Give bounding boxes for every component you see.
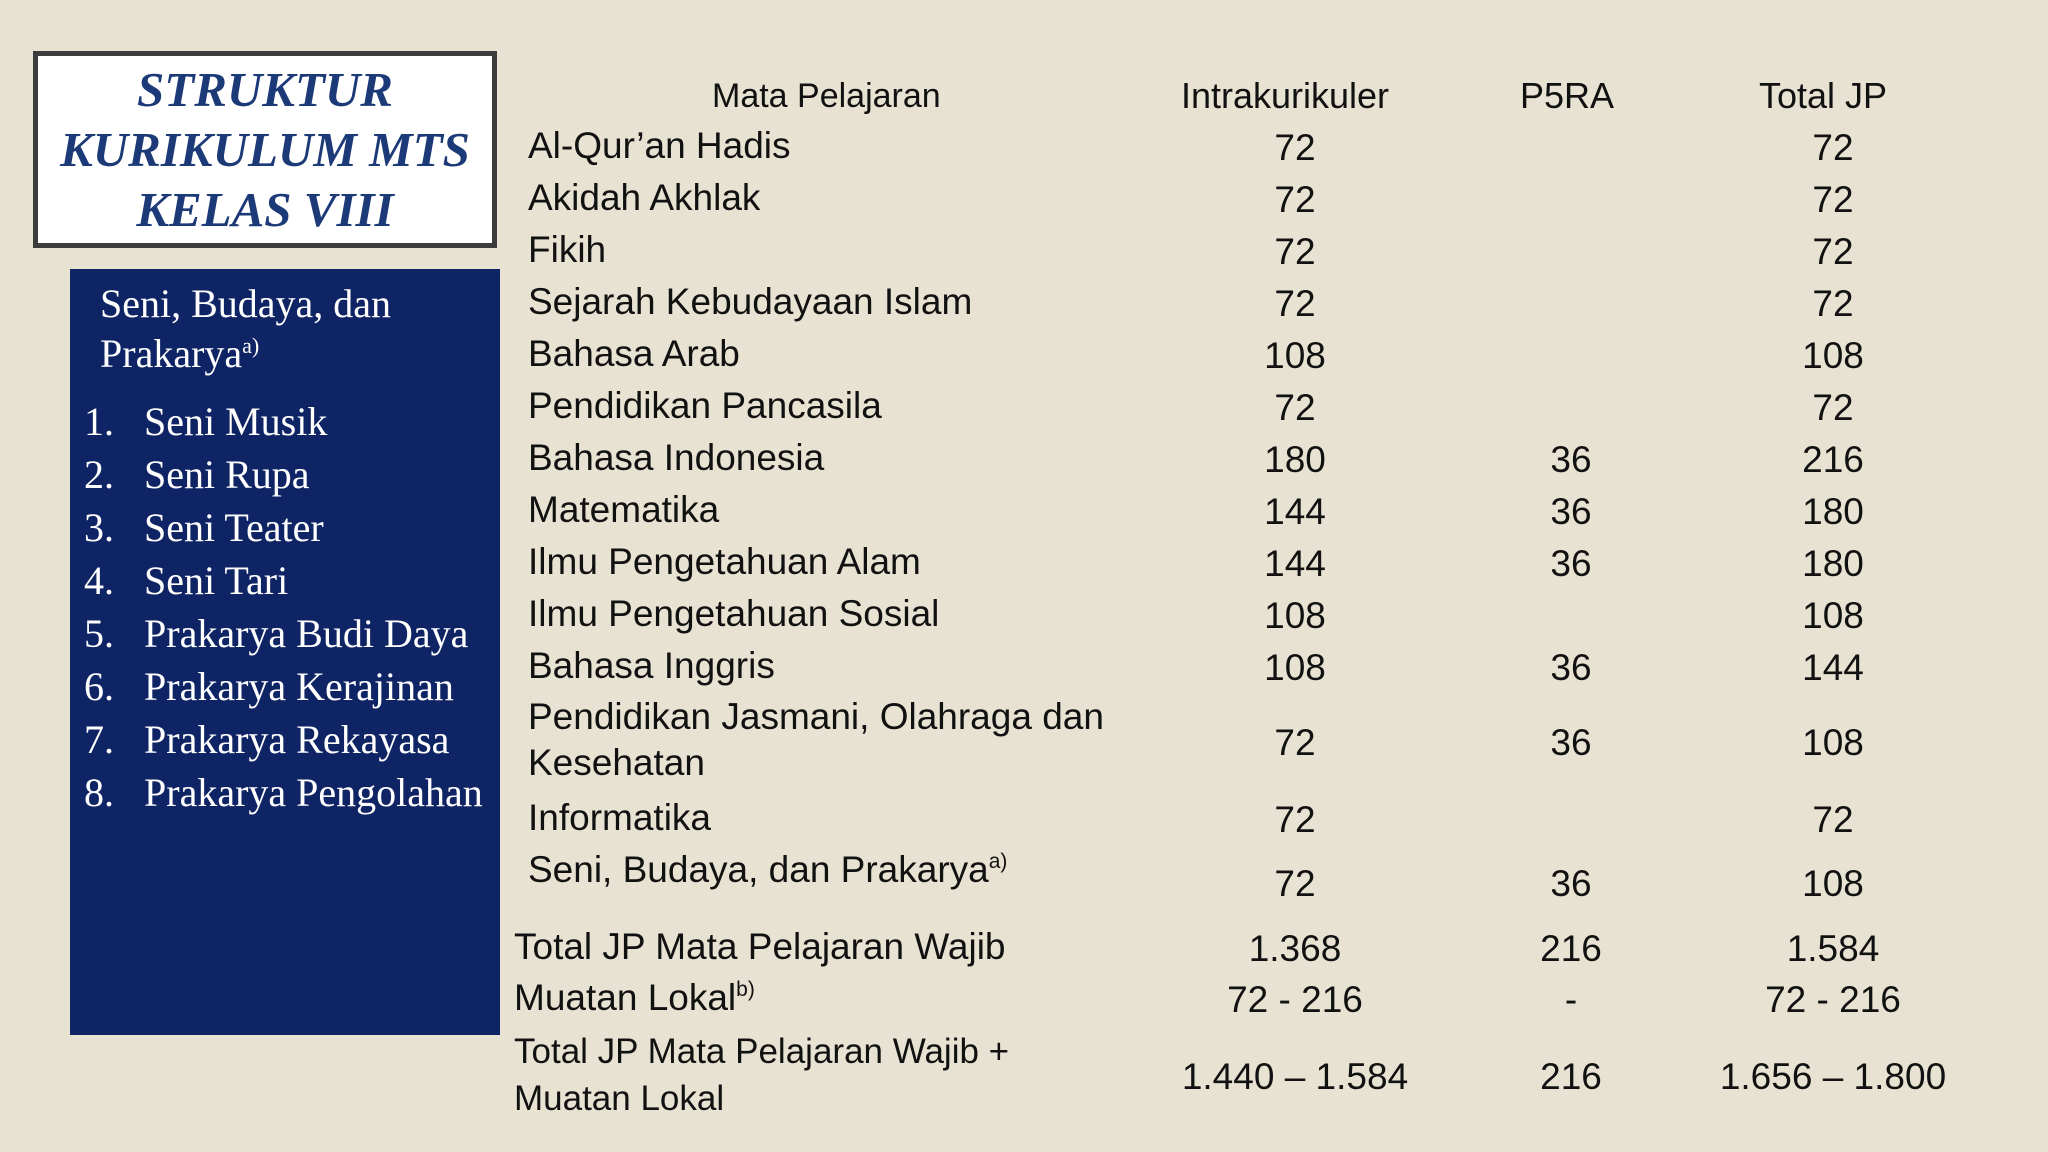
table-row-subject: Bahasa Indonesia [528,437,825,478]
sidebar-heading-note: a) [242,333,260,358]
list-label: Prakarya Kerajinan [144,664,454,709]
table-row-intra: 108 [1264,335,1326,376]
page-title-line-3: KELAS VIII [136,181,394,237]
table-row-subject: Bahasa Arab [528,333,740,374]
list-label: Prakarya Pengolahan [144,770,483,815]
table-row-intra: 72 [1274,387,1316,428]
table-row-subject: Ilmu Pengetahuan Sosial [528,593,940,634]
summary-p5ra: 216 [1540,928,1602,969]
summary-intra: 72 - 216 [1227,979,1363,1020]
summary-p5ra: 216 [1540,1056,1602,1097]
summary-label: Total JP Mata Pelajaran Wajib + Muatan Lokal [514,1032,1010,1118]
table-row-intra: 108 [1264,595,1326,636]
table-row-subject: Matematika [528,489,720,530]
table-row-intra: 144 [1264,543,1326,584]
table-row-subject: Bahasa Inggris [528,645,775,686]
list-label: Seni Tari [144,558,289,603]
table-row-subject [528,848,1007,892]
sidebar-list-item [84,607,484,660]
header-p5ra: P5RA [1519,75,1615,116]
table-row-p5ra: 36 [1550,439,1592,480]
list-label: Prakarya Rekayasa [144,717,450,762]
table-row-total: 72 [1812,179,1854,220]
list-number: 5. [84,611,114,656]
list-label: Seni Teater [144,505,324,550]
table-row-intra: 72 [1274,799,1316,840]
header-subject: Mata Pelajaran [712,77,941,115]
sidebar-list-item [84,766,484,819]
table-row-total: 144 [1802,647,1864,688]
sidebar-list-item [84,448,484,501]
table-row-intra: 72 [1274,127,1316,168]
table-row-total: 108 [1802,863,1864,904]
summary-label [514,976,755,1020]
table-row-subject: Ilmu Pengetahuan Alam [528,541,921,582]
table-row-intra: 72 [1274,283,1316,324]
table-row-subject: Al-Qur’an Hadis [528,125,791,166]
table-row-total: 216 [1802,439,1864,480]
sidebar-list-item [84,501,484,554]
summary-total: 1.656 – 1.800 [1719,1056,1947,1097]
list-number: 7. [84,717,114,762]
sbdp-sidebar [70,269,500,1035]
summary-intra: 1.368 [1248,928,1342,969]
table-row-subject: Fikih [528,229,607,270]
table-row-subject: Pendidikan Pancasila [528,385,882,426]
summary-label: Total JP Mata Pelajaran Wajib [514,926,1006,967]
footnote-mark: b) [736,978,755,1001]
list-number: 4. [84,558,114,603]
table-row-subject: Pendidikan Jasmani, Olahraga dan Kesehatan [528,696,1104,783]
list-label: Prakarya Budi Daya [144,611,469,656]
summary-p5ra: - [1564,979,1578,1020]
table-row-subject: Informatika [528,797,712,838]
table-row-p5ra: 36 [1550,722,1592,763]
subject-text: Seni, Budaya, dan Prakarya [528,849,989,890]
table-row-total: 180 [1802,543,1864,584]
page-title-line-1: STRUKTUR [137,61,393,117]
list-number: 2. [84,452,114,497]
table-row-intra: 72 [1274,863,1316,904]
table-row-total: 180 [1802,491,1864,532]
summary-label-text: Muatan Lokal [514,977,737,1018]
list-label: Seni Musik [144,399,328,444]
list-number: 1. [84,399,114,444]
footnote-mark: a) [988,850,1008,873]
title-box [33,51,497,248]
list-number: 3. [84,505,114,550]
summary-total: 72 - 216 [1765,979,1901,1020]
table-row-total: 72 [1812,799,1854,840]
sidebar-heading-text: Seni, Budaya, dan Prakarya [100,281,392,376]
table-row-intra: 108 [1264,647,1326,688]
table-row-intra: 72 [1274,231,1316,272]
header-intrakurikuler: Intrakurikuler [1180,75,1390,116]
sidebar-list-item [84,395,484,448]
sidebar-list-item [84,554,484,607]
table-row-p5ra: 36 [1550,863,1592,904]
sidebar-list-item [84,660,484,713]
table-row-total: 108 [1802,595,1864,636]
table-row-intra: 180 [1264,439,1326,480]
table-row-total: 108 [1802,722,1864,763]
table-row-p5ra: 36 [1550,543,1592,584]
table-row-total: 72 [1812,387,1854,428]
table-row-p5ra: 36 [1550,647,1592,688]
sidebar-list-item [84,713,484,766]
header-total-jp: Total JP [1758,75,1888,116]
list-number: 6. [84,664,114,709]
table-row-p5ra: 36 [1550,491,1592,532]
table-row-total: 72 [1812,231,1854,272]
summary-intra: 1.440 – 1.584 [1181,1056,1409,1097]
list-label: Seni Rupa [144,452,310,497]
summary-total: 1.584 [1786,928,1880,969]
table-row-intra: 144 [1264,491,1326,532]
table-row-total: 108 [1802,335,1864,376]
table-row-total: 72 [1812,283,1854,324]
table-row-subject: Sejarah Kebudayaan Islam [528,281,973,322]
sidebar-heading [100,279,480,379]
table-row-intra: 72 [1274,179,1316,220]
table-row-intra: 72 [1274,722,1316,763]
sidebar-list [84,395,484,819]
table-row-subject: Akidah Akhlak [528,177,761,218]
table-row-total: 72 [1812,127,1854,168]
list-number: 8. [84,770,114,815]
page-title-line-2: KURIKULUM MTS [60,121,470,177]
